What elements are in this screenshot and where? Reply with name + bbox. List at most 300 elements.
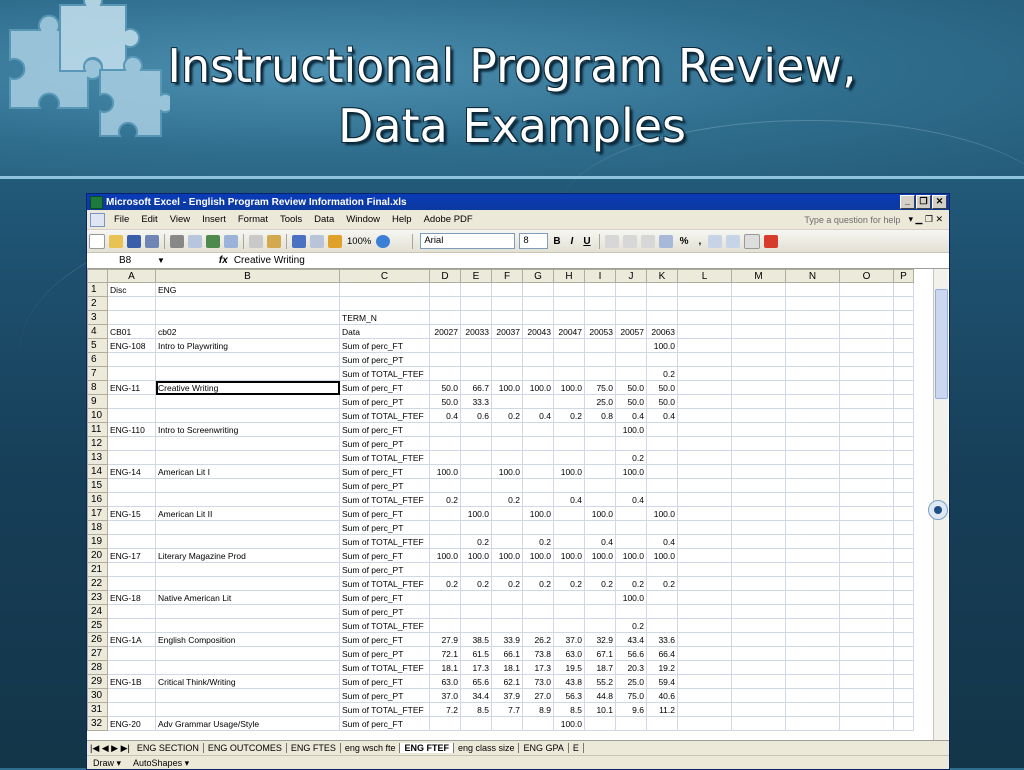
cell[interactable]: [786, 703, 840, 717]
cell[interactable]: Sum of perc_FT: [340, 675, 430, 689]
row-header[interactable]: 7: [88, 367, 108, 381]
cell[interactable]: [523, 717, 554, 731]
cell[interactable]: [894, 297, 914, 311]
column-header[interactable]: L: [678, 270, 732, 283]
row-header[interactable]: 4: [88, 325, 108, 339]
column-header[interactable]: K: [647, 270, 678, 283]
cell[interactable]: [108, 689, 156, 703]
column-header[interactable]: E: [461, 270, 492, 283]
cell[interactable]: [786, 605, 840, 619]
cell[interactable]: [894, 717, 914, 731]
help-icon[interactable]: [376, 235, 390, 248]
row-header[interactable]: 23: [88, 591, 108, 605]
cell[interactable]: 100.0: [523, 507, 554, 521]
cell[interactable]: [616, 507, 647, 521]
workbook-icon[interactable]: [90, 213, 105, 227]
row-header[interactable]: 5: [88, 339, 108, 353]
cell[interactable]: [786, 451, 840, 465]
cell[interactable]: [492, 591, 523, 605]
cell[interactable]: 20027: [430, 325, 461, 339]
cell[interactable]: [523, 563, 554, 577]
cell[interactable]: [340, 283, 430, 297]
cell[interactable]: [585, 563, 616, 577]
cell[interactable]: 18.1: [430, 661, 461, 675]
cell[interactable]: 100.0: [461, 549, 492, 563]
cell[interactable]: [894, 507, 914, 521]
cell[interactable]: [492, 311, 523, 325]
cell[interactable]: [554, 521, 585, 535]
cell[interactable]: [894, 647, 914, 661]
cell[interactable]: [786, 675, 840, 689]
cell[interactable]: [585, 717, 616, 731]
permission-icon[interactable]: [145, 235, 159, 248]
cell[interactable]: [732, 619, 786, 633]
cell[interactable]: 50.0: [616, 395, 647, 409]
cell[interactable]: 0.2: [430, 577, 461, 591]
cell[interactable]: 100.0: [616, 591, 647, 605]
cell[interactable]: 19.2: [647, 661, 678, 675]
cell[interactable]: [492, 437, 523, 451]
cell[interactable]: 19.5: [554, 661, 585, 675]
cell[interactable]: [523, 479, 554, 493]
cell[interactable]: [647, 605, 678, 619]
cell[interactable]: [840, 619, 894, 633]
column-header[interactable]: N: [786, 270, 840, 283]
cell[interactable]: [894, 437, 914, 451]
cell[interactable]: 32.9: [585, 633, 616, 647]
cell[interactable]: [554, 353, 585, 367]
cell[interactable]: Intro to Playwriting: [156, 339, 340, 353]
sheet-tab[interactable]: E: [569, 743, 584, 753]
cell[interactable]: [554, 283, 585, 297]
cell[interactable]: 0.2: [616, 577, 647, 591]
cell[interactable]: [894, 423, 914, 437]
cell[interactable]: [430, 283, 461, 297]
row-header[interactable]: 9: [88, 395, 108, 409]
cell[interactable]: [732, 507, 786, 521]
cell[interactable]: [786, 479, 840, 493]
cell[interactable]: CB01: [108, 325, 156, 339]
cell[interactable]: [108, 521, 156, 535]
cell[interactable]: [461, 591, 492, 605]
cell[interactable]: ENG-11: [108, 381, 156, 395]
cell[interactable]: 33.3: [461, 395, 492, 409]
cell[interactable]: Sum of TOTAL_FTEF: [340, 577, 430, 591]
cell[interactable]: Adv Grammar Usage/Style: [156, 717, 340, 731]
percent-style-button[interactable]: %: [679, 235, 689, 247]
cell[interactable]: [678, 703, 732, 717]
cell[interactable]: [430, 563, 461, 577]
cell[interactable]: [554, 605, 585, 619]
cell[interactable]: Sum of perc_PT: [340, 521, 430, 535]
cell[interactable]: [840, 395, 894, 409]
cell[interactable]: [585, 437, 616, 451]
cell[interactable]: [840, 437, 894, 451]
cell[interactable]: [894, 395, 914, 409]
cell[interactable]: [786, 381, 840, 395]
cell[interactable]: 0.4: [585, 535, 616, 549]
cell[interactable]: [585, 311, 616, 325]
row-header[interactable]: 32: [88, 717, 108, 731]
print-preview-icon[interactable]: [188, 235, 202, 248]
cell[interactable]: [647, 591, 678, 605]
increase-decimal-icon[interactable]: [708, 235, 722, 248]
cell[interactable]: [786, 423, 840, 437]
cell[interactable]: [554, 479, 585, 493]
cell[interactable]: [678, 325, 732, 339]
cell[interactable]: [732, 521, 786, 535]
cell[interactable]: 100.0: [430, 465, 461, 479]
cell[interactable]: [732, 535, 786, 549]
row-header[interactable]: 20: [88, 549, 108, 563]
cell[interactable]: 0.2: [461, 577, 492, 591]
cell[interactable]: Sum of perc_FT: [340, 633, 430, 647]
cell[interactable]: 65.6: [461, 675, 492, 689]
cell[interactable]: [523, 283, 554, 297]
cell[interactable]: [678, 311, 732, 325]
cell[interactable]: [616, 311, 647, 325]
cell[interactable]: [585, 465, 616, 479]
cell[interactable]: 20053: [585, 325, 616, 339]
row-header[interactable]: 14: [88, 465, 108, 479]
row-header[interactable]: 2: [88, 297, 108, 311]
cell[interactable]: [523, 465, 554, 479]
cell[interactable]: [461, 283, 492, 297]
help-search-input[interactable]: Type a question for help: [804, 214, 901, 225]
cell[interactable]: [492, 367, 523, 381]
cell[interactable]: [732, 311, 786, 325]
cell[interactable]: [156, 605, 340, 619]
cell[interactable]: [894, 633, 914, 647]
cell[interactable]: [732, 465, 786, 479]
cell[interactable]: [786, 647, 840, 661]
cell[interactable]: [647, 423, 678, 437]
cell[interactable]: 0.2: [492, 577, 523, 591]
cell[interactable]: 100.0: [554, 549, 585, 563]
cell[interactable]: 0.2: [647, 367, 678, 381]
cell[interactable]: [492, 605, 523, 619]
cell[interactable]: [108, 479, 156, 493]
cell[interactable]: American Lit II: [156, 507, 340, 521]
cell[interactable]: [732, 591, 786, 605]
cell[interactable]: 34.4: [461, 689, 492, 703]
cell[interactable]: [678, 549, 732, 563]
cell[interactable]: [840, 675, 894, 689]
cell[interactable]: [732, 479, 786, 493]
column-header[interactable]: D: [430, 270, 461, 283]
cell[interactable]: [492, 283, 523, 297]
row-header[interactable]: 26: [88, 633, 108, 647]
cell[interactable]: [554, 563, 585, 577]
cell[interactable]: 20047: [554, 325, 585, 339]
cell[interactable]: Intro to Screenwriting: [156, 423, 340, 437]
row-header[interactable]: 21: [88, 563, 108, 577]
cell[interactable]: [156, 451, 340, 465]
cell[interactable]: [678, 577, 732, 591]
cell[interactable]: 66.1: [492, 647, 523, 661]
cell[interactable]: [647, 717, 678, 731]
cell[interactable]: 0.4: [647, 535, 678, 549]
cell[interactable]: 0.2: [647, 577, 678, 591]
cell[interactable]: [732, 325, 786, 339]
column-header[interactable]: P: [894, 270, 914, 283]
cell[interactable]: [647, 283, 678, 297]
cell[interactable]: [840, 549, 894, 563]
cell[interactable]: [461, 479, 492, 493]
cell[interactable]: [732, 339, 786, 353]
cell[interactable]: [616, 479, 647, 493]
workbook-window-controls[interactable]: ▾ ▁ ❐ ✕: [908, 214, 943, 224]
cell[interactable]: [108, 353, 156, 367]
cell[interactable]: cb02: [156, 325, 340, 339]
cell[interactable]: [894, 283, 914, 297]
cell[interactable]: 100.0: [430, 549, 461, 563]
minimize-button[interactable]: _: [900, 195, 915, 209]
cell[interactable]: [894, 689, 914, 703]
cell[interactable]: [786, 409, 840, 423]
cell[interactable]: [678, 451, 732, 465]
name-box[interactable]: B8: [119, 255, 132, 266]
cell[interactable]: [678, 717, 732, 731]
cell[interactable]: 27.0: [523, 689, 554, 703]
cell[interactable]: [678, 605, 732, 619]
cell[interactable]: 0.4: [647, 409, 678, 423]
cell[interactable]: 0.2: [492, 409, 523, 423]
cell[interactable]: [678, 675, 732, 689]
cell[interactable]: ENG-20: [108, 717, 156, 731]
cell[interactable]: 37.0: [430, 689, 461, 703]
cell[interactable]: [786, 591, 840, 605]
cell[interactable]: 8.5: [461, 703, 492, 717]
cell[interactable]: [108, 703, 156, 717]
cell[interactable]: [840, 311, 894, 325]
cell[interactable]: [430, 451, 461, 465]
cell[interactable]: 43.4: [616, 633, 647, 647]
align-left-icon[interactable]: [605, 235, 619, 248]
cell[interactable]: 73.8: [523, 647, 554, 661]
cell[interactable]: [585, 521, 616, 535]
cell[interactable]: [430, 717, 461, 731]
vertical-scroll-thumb[interactable]: [935, 289, 948, 399]
cell[interactable]: 37.9: [492, 689, 523, 703]
cell[interactable]: [108, 563, 156, 577]
cell[interactable]: ENG: [156, 283, 340, 297]
cell[interactable]: 27.9: [430, 633, 461, 647]
cell[interactable]: Sum of perc_PT: [340, 479, 430, 493]
cell[interactable]: [585, 423, 616, 437]
cell[interactable]: [647, 493, 678, 507]
cell[interactable]: Sum of TOTAL_FTEF: [340, 619, 430, 633]
column-header[interactable]: G: [523, 270, 554, 283]
cell[interactable]: [786, 689, 840, 703]
cell[interactable]: 8.9: [523, 703, 554, 717]
name-box-dropdown-icon[interactable]: ▼: [157, 256, 165, 265]
cell[interactable]: [732, 395, 786, 409]
cell[interactable]: [678, 493, 732, 507]
cell[interactable]: [523, 339, 554, 353]
cell[interactable]: 11.2: [647, 703, 678, 717]
cell[interactable]: [616, 283, 647, 297]
cell[interactable]: 100.0: [647, 339, 678, 353]
cell[interactable]: [616, 535, 647, 549]
cell[interactable]: [430, 437, 461, 451]
cell[interactable]: 0.4: [554, 493, 585, 507]
cell[interactable]: [894, 493, 914, 507]
cell[interactable]: 0.2: [523, 577, 554, 591]
cell[interactable]: [554, 339, 585, 353]
row-header[interactable]: 24: [88, 605, 108, 619]
cell[interactable]: Sum of perc_PT: [340, 353, 430, 367]
cell[interactable]: 63.0: [554, 647, 585, 661]
cell[interactable]: [786, 521, 840, 535]
cell[interactable]: [840, 577, 894, 591]
row-header[interactable]: 18: [88, 521, 108, 535]
column-header[interactable]: M: [732, 270, 786, 283]
cell[interactable]: [840, 661, 894, 675]
cell[interactable]: [554, 297, 585, 311]
decrease-decimal-icon[interactable]: [726, 235, 740, 248]
row-header[interactable]: 22: [88, 577, 108, 591]
row-header[interactable]: 10: [88, 409, 108, 423]
row-header[interactable]: 11: [88, 423, 108, 437]
align-right-icon[interactable]: [641, 235, 655, 248]
cell[interactable]: [430, 297, 461, 311]
cell[interactable]: 18.7: [585, 661, 616, 675]
cell[interactable]: 63.0: [430, 675, 461, 689]
cell[interactable]: [840, 381, 894, 395]
cell[interactable]: 62.1: [492, 675, 523, 689]
print-icon[interactable]: [170, 235, 184, 248]
cell[interactable]: 0.2: [492, 493, 523, 507]
cell[interactable]: [108, 395, 156, 409]
cell[interactable]: [894, 381, 914, 395]
cell[interactable]: [156, 577, 340, 591]
cell[interactable]: [156, 703, 340, 717]
cell[interactable]: [894, 479, 914, 493]
cell[interactable]: [678, 283, 732, 297]
cell[interactable]: [554, 367, 585, 381]
cell[interactable]: Sum of TOTAL_FTEF: [340, 535, 430, 549]
save-icon[interactable]: [127, 235, 141, 248]
cell[interactable]: [430, 619, 461, 633]
cell[interactable]: [786, 563, 840, 577]
cell[interactable]: [647, 465, 678, 479]
cell[interactable]: [430, 507, 461, 521]
cell[interactable]: 26.2: [523, 633, 554, 647]
cell[interactable]: 0.4: [523, 409, 554, 423]
bold-button[interactable]: B: [553, 235, 561, 247]
cell[interactable]: [108, 297, 156, 311]
cell[interactable]: [492, 563, 523, 577]
column-header[interactable]: I: [585, 270, 616, 283]
cell[interactable]: [840, 535, 894, 549]
cell[interactable]: [678, 507, 732, 521]
redo-icon[interactable]: [310, 235, 324, 248]
cell[interactable]: ENG-15: [108, 507, 156, 521]
cell[interactable]: 66.7: [461, 381, 492, 395]
cell[interactable]: 20033: [461, 325, 492, 339]
cell[interactable]: [647, 311, 678, 325]
cell[interactable]: [585, 591, 616, 605]
cell[interactable]: 50.0: [430, 395, 461, 409]
cell[interactable]: [840, 647, 894, 661]
spelling-icon[interactable]: [206, 235, 220, 248]
cell[interactable]: [732, 493, 786, 507]
cell[interactable]: [156, 437, 340, 451]
cell[interactable]: [430, 423, 461, 437]
cell[interactable]: [523, 605, 554, 619]
sheet-tab[interactable]: ENG SECTION: [133, 743, 204, 753]
cell[interactable]: Sum of perc_PT: [340, 647, 430, 661]
tab-scroll-buttons[interactable]: |◀ ◀ ▶ ▶|: [90, 742, 130, 753]
cell[interactable]: 56.6: [616, 647, 647, 661]
cell[interactable]: [430, 521, 461, 535]
cell[interactable]: 18.1: [492, 661, 523, 675]
row-header[interactable]: 13: [88, 451, 108, 465]
cell[interactable]: [786, 283, 840, 297]
cell[interactable]: [461, 367, 492, 381]
cell[interactable]: 33.6: [647, 633, 678, 647]
cell[interactable]: [492, 507, 523, 521]
cell[interactable]: [585, 619, 616, 633]
cell[interactable]: [585, 297, 616, 311]
merge-center-icon[interactable]: [659, 235, 673, 248]
row-header[interactable]: 3: [88, 311, 108, 325]
cell[interactable]: ENG-18: [108, 591, 156, 605]
cell[interactable]: 20037: [492, 325, 523, 339]
cell[interactable]: [894, 521, 914, 535]
cell[interactable]: [430, 339, 461, 353]
cell[interactable]: ENG-17: [108, 549, 156, 563]
align-center-icon[interactable]: [623, 235, 637, 248]
cell[interactable]: [430, 353, 461, 367]
cell[interactable]: Sum of perc_FT: [340, 465, 430, 479]
cell[interactable]: [894, 451, 914, 465]
sheet-tab[interactable]: eng class size: [454, 743, 520, 753]
cell[interactable]: 100.0: [492, 381, 523, 395]
cell[interactable]: [894, 311, 914, 325]
undo-icon[interactable]: [292, 235, 306, 248]
cell[interactable]: [616, 605, 647, 619]
cell[interactable]: [732, 605, 786, 619]
cell[interactable]: [492, 353, 523, 367]
cell[interactable]: [894, 409, 914, 423]
cell[interactable]: Sum of perc_PT: [340, 563, 430, 577]
cell[interactable]: 20.3: [616, 661, 647, 675]
cell[interactable]: [585, 339, 616, 353]
cell[interactable]: [156, 563, 340, 577]
cell[interactable]: [840, 283, 894, 297]
cell[interactable]: [461, 563, 492, 577]
cell[interactable]: [894, 549, 914, 563]
cell[interactable]: 100.0: [554, 465, 585, 479]
cell[interactable]: ENG-108: [108, 339, 156, 353]
cell[interactable]: 8.5: [554, 703, 585, 717]
cell[interactable]: 0.2: [461, 535, 492, 549]
cell[interactable]: 61.5: [461, 647, 492, 661]
cell[interactable]: 75.0: [616, 689, 647, 703]
menu-help[interactable]: Help: [392, 214, 412, 225]
cell[interactable]: Sum of TOTAL_FTEF: [340, 367, 430, 381]
cell[interactable]: 50.0: [647, 395, 678, 409]
cell[interactable]: [786, 311, 840, 325]
cell[interactable]: [340, 297, 430, 311]
menu-tools[interactable]: Tools: [279, 214, 303, 225]
cell[interactable]: [616, 339, 647, 353]
cell[interactable]: 37.0: [554, 633, 585, 647]
close-button[interactable]: ✕: [932, 195, 947, 209]
cell[interactable]: [840, 451, 894, 465]
